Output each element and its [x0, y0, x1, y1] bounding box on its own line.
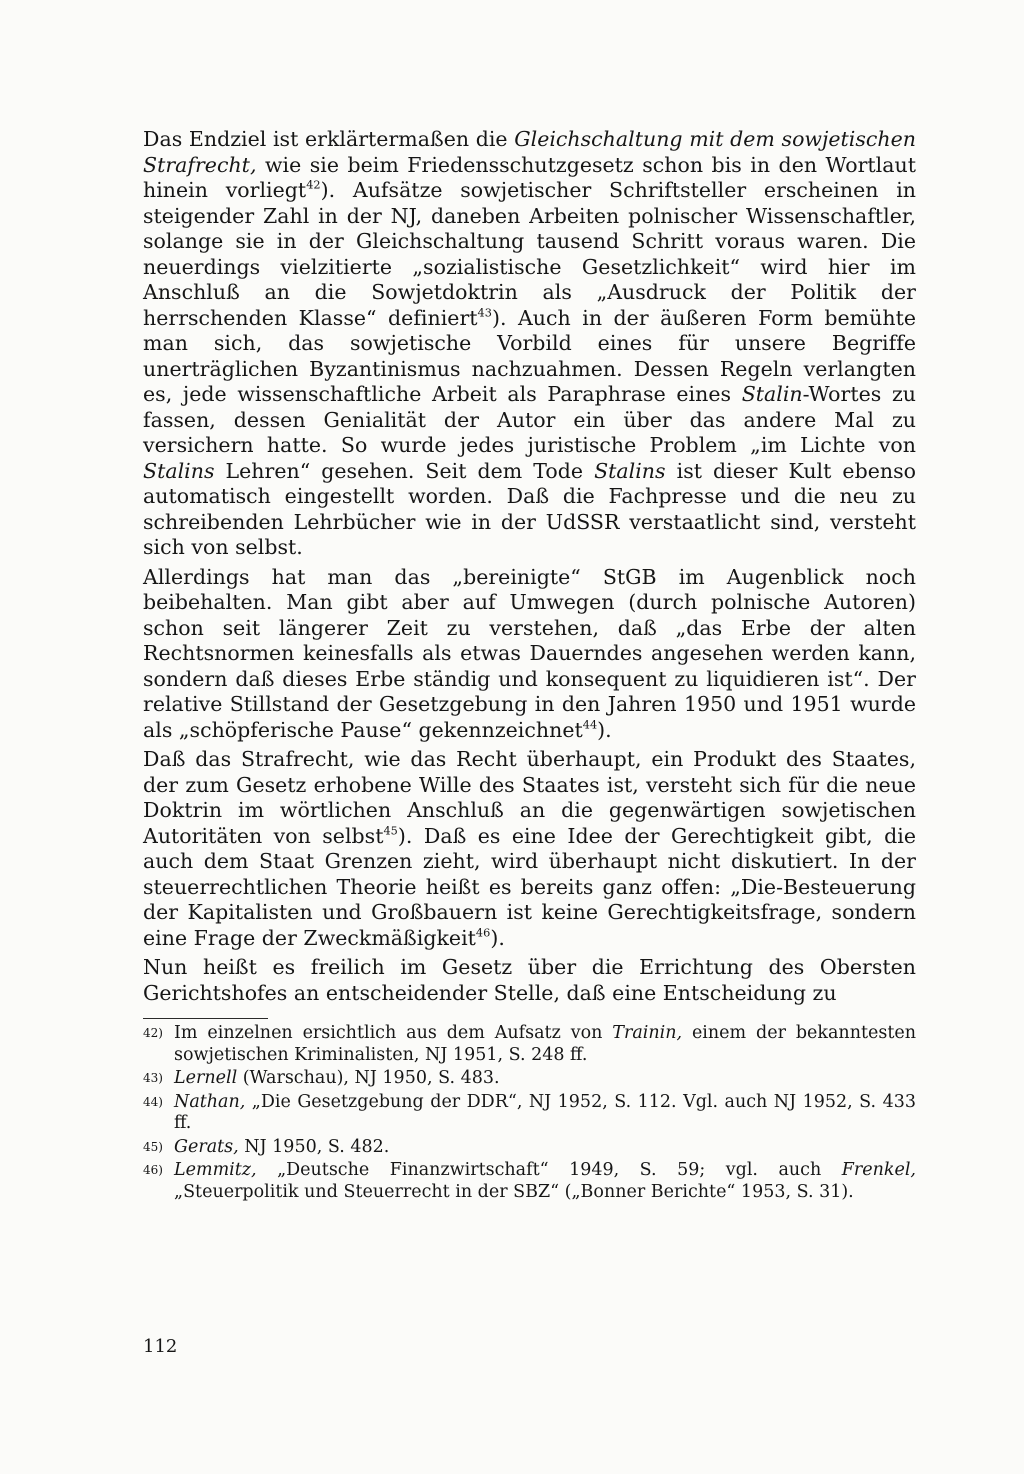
text-run: ist dieser Kult ebenso automatisch eingestellt worden. Daß die Fachpresse und die neu zu schreibenden Lehrbücher wie in der UdSSR verstaatlicht sind, versteht sich von selbst. — [143, 458, 916, 559]
page-content — [143, 127, 916, 1205]
footnote-separator — [143, 1018, 268, 1019]
footnote-mark: 45) — [143, 1139, 163, 1154]
footnote — [143, 1068, 916, 1090]
text-run: ). Aufsätze sowjetischer Schriftsteller erscheinen in steigender Zahl in der NJ, daneben Arbeiten polnischer Wissenschaftler, solange sie in der Gleichschaltung tausend Schritt voraus waren. Die neuerdings vielzitierte „sozialistische Gesetzlichkeit“ wird hier im Anschluß an die Sowjetdoktrin als „Ausdruck der Politik der herrschenden Klasse“ definiert — [143, 178, 916, 330]
paragraph — [143, 127, 916, 561]
italic-run: Stalins — [143, 458, 215, 483]
footnote-mark: 44) — [143, 1094, 163, 1109]
footnote-ref: 43 — [477, 306, 492, 320]
footnote-text — [174, 1023, 916, 1066]
footnote-mark: 46) — [143, 1163, 163, 1177]
italic-run: Stalins — [594, 458, 666, 483]
italic-run: Lemmitz, — [174, 1160, 257, 1180]
footnote-ref: 44 — [582, 718, 598, 732]
text-run: „Steuerpolitik und Steuerrecht in der SBZ“ („Bonner Berichte“ 1953, S. 31). — [174, 1181, 854, 1202]
text-run: Allerdings hat man das „bereinigte“ StGB im Augenblick noch beibehalten. Man gibt aber auf Umwegen (durch polnische Autoren) schon seit längerer Zeit zu verstehen, daß „das Erbe der alten Rechtsnormen keinesfalls als etwas Dauerndes angesehen werden kann, sondern daß dieses Erbe ständig und konsequent zu liquidieren ist“. Der relative Stillstand der Gesetzgebung in den Jahren 1950 und 1951 wurde als „schöpferische Pause“ gekennzeichnet — [143, 564, 916, 742]
text-run: Daß das Strafrecht, wie das Recht überhaupt, ein Produkt des Staates, der zum Gesetz erhobene Wille des Staates ist, versteht sich für die neue Doktrin im wörtlichen Anschluß an die gegenwärtigen sowjetischen Autoritäten von selbst — [143, 747, 916, 848]
text-run: ). Daß es eine Idee der Gerechtigkeit gibt, die auch dem Staat Grenzen zieht, wird überhaupt nicht diskutiert. In der steuerrechtlichen Theorie heißt es bereits ganz offen: „Die-Besteuerung der Kapitalisten und Großbauern ist keine Gerechtigkeitsfrage, sondern eine Frage der Zweckmäßigkeit — [143, 823, 917, 950]
text-run: ). — [490, 925, 505, 950]
footnote-text — [174, 1160, 916, 1203]
italic-run: Trainin, — [612, 1023, 683, 1043]
footnote-text — [174, 1137, 916, 1159]
text-run: (Warschau), NJ 1950, S. 483. — [237, 1068, 500, 1088]
text-run: wie sie beim Friedensschutzgesetz schon bis in den Wortlaut hinein vorliegt — [143, 152, 916, 202]
footnote-ref: 42 — [306, 178, 321, 192]
italic-run: Gerats, — [174, 1136, 239, 1157]
italic-run: Stalin — [741, 382, 803, 406]
page-number: 112 — [143, 1336, 178, 1357]
italic-run: Lernell — [174, 1068, 238, 1088]
footnotes — [143, 1023, 916, 1203]
footnote-mark: 43) — [143, 1071, 163, 1085]
footnote-text — [174, 1092, 916, 1135]
text-run: einem der bekanntesten sowjetischen Kriminalisten, NJ 1951, S. 248 ff. — [174, 1023, 916, 1065]
italic-run: Nathan, — [174, 1091, 246, 1112]
paragraph — [143, 747, 916, 951]
text-run: „Die Gesetzgebung der DDR“, NJ 1952, S. 112. Vgl. auch NJ 1952, S. 433 ff. — [174, 1091, 916, 1133]
footnote-ref: 46 — [475, 926, 491, 940]
text-run: Nun heißt es freilich im Gesetz über die Errichtung des Obersten Gerichtshofes an entscheidender Stelle, daß eine Entscheidung zu — [143, 955, 916, 1005]
italic-run: Gleichschaltung mit dem sowjetischen Strafrecht, — [143, 127, 916, 177]
text-run: ). — [597, 717, 612, 742]
italic-run: Frenkel, — [841, 1160, 916, 1180]
footnote — [143, 1023, 916, 1066]
text-run: Das Endziel ist erklärtermaßen die — [143, 127, 515, 151]
footnote-mark: 42) — [143, 1026, 163, 1040]
text-run: Lehren“ gesehen. Seit dem Tode — [214, 458, 595, 483]
text-run: NJ 1950, S. 482. — [238, 1136, 390, 1157]
text-run: ). Auch in der äußeren Form bemühte man sich, das sowjetische Vorbild eines für unsere Begriffe unerträglichen Byzantinismus nachzuahmen. Dessen Regeln verlangten es, jede wissenschaftliche Arbeit als Paraphrase eines — [143, 305, 916, 406]
body-text — [143, 127, 916, 1006]
paragraph — [143, 955, 916, 1006]
footnote — [143, 1137, 916, 1159]
text-run: „Deutsche Finanzwirtschaft“ 1949, S. 59; vgl. auch — [256, 1160, 842, 1180]
footnote — [143, 1092, 916, 1135]
paragraph — [143, 565, 916, 744]
footnote — [143, 1160, 916, 1203]
footnote-ref: 45 — [383, 824, 398, 838]
footnote-text — [174, 1068, 916, 1090]
text-run: Im einzelnen ersichtlich aus dem Aufsatz von — [174, 1023, 613, 1043]
text-run: -Wortes zu fassen, dessen Genialität der Autor ein über das andere Mal zu versichern hatte. So wurde jedes juristische Problem „im Lichte von — [143, 382, 916, 457]
